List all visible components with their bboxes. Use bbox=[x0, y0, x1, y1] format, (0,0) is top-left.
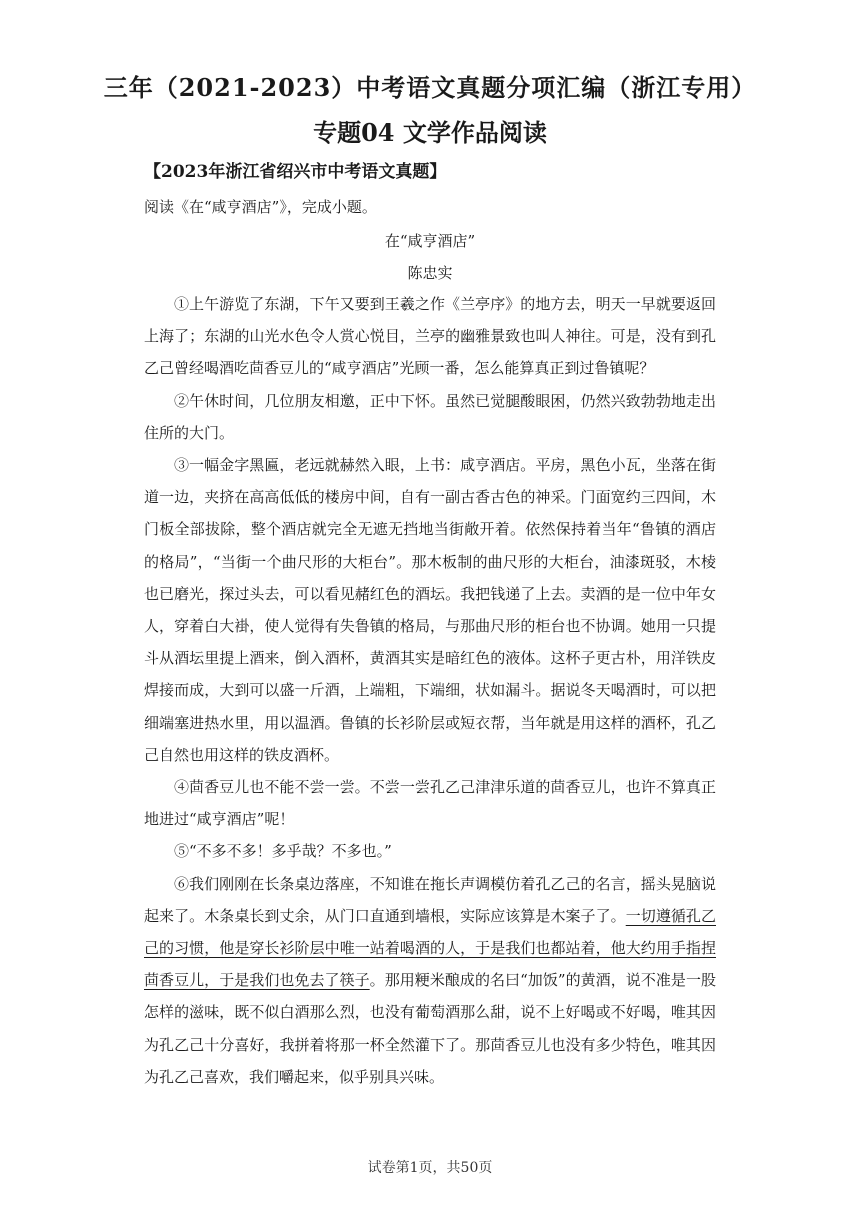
paragraph-4: ④茴香豆儿也不能不尝一尝。不尝一尝孔乙己津津乐道的茴香豆儿，也许不算真正地进过“咸亨酒店”呢！ bbox=[144, 778, 716, 829]
paragraph-5: ⑤“不多不多！多乎哉？不多也。” bbox=[174, 842, 392, 861]
paragraph-6-text-end: 。那用粳米酿成的名曰“加饭”的黄酒，说不准是一股怎样的滋味，既不似白酒那么烈，也没有葡萄酒那么甜，说不上好喝或不好喝，唯其因为孔乙己十分喜好，我拼着将那一杯全然灌下了。那茴香豆儿也没有多少特色，唯其因为孔乙己喜欢，我们嚼起来，似乎别具兴味。 bbox=[144, 971, 716, 1086]
article-author: 陈忠实 bbox=[407, 264, 453, 282]
article-title: 在“咸亨酒店” bbox=[384, 232, 476, 250]
section-heading: 【2023年浙江省绍兴市中考语文真题】 bbox=[144, 162, 447, 182]
paragraph-1: ①上午游览了东湖，下午又要到王羲之作《兰亭序》的地方去，明天一早就要返回上海了；东湖的山光水色令人赏心悦目，兰亭的幽雅景致也叫人神往。可是，没有到孔乙己曾经喝酒吃茴香豆儿的“咸亨酒店”光顾一番，怎么能算真正到过鲁镇呢？ bbox=[144, 295, 716, 378]
paragraph-3: ③一幅金字黑匾，老远就赫然入眼，上书：咸亨酒店。平房，黑色小瓦，坐落在街道一边，夹挤在高高低低的楼房中间，自有一副古香古色的神采。门面宽约三四间，木门板全部拔除，整个酒店就完全无遮无挡地当街敞开着。依然保持着当年“鲁镇的酒店的格局”，“当街一个曲尺形的大柜台”。那木板制的曲尺形的大柜台，油漆斑驳，木棱也已磨光，探过头去，可以看见赭红色的酒坛。我把钱递了上去。卖酒的是一位中年女人，穿着白大褂，使人觉得有失鲁镇的格局，与那曲尺形的柜台也不协调。她用一只提斗从酒坛里提上酒来，倒入酒杯，黄酒其实是暗红色的液体。这杯子更古朴，用洋铁皮焊接而成，大到可以盛一斤酒，上端粗，下端细，状如漏斗。据说冬天喝酒时，可以把细端塞进热水里，用以温酒。鲁镇的长衫阶层或短衣帮，当年就是用这样的酒杯，孔乙己自然也用这样的铁皮酒杯。 bbox=[144, 456, 716, 764]
underlined-sentence: 一切遵循孔乙己的习惯，他是穿长衫阶层中唯一站着喝酒的人，于是我们也都站着，他大约用手指捏茴香豆儿，于是我们也免去了筷子 bbox=[144, 906, 716, 990]
paragraph-6 bbox=[144, 868, 716, 1093]
document-title: 三年（2021-2023）中考语文真题分项汇编（浙江专用） bbox=[103, 73, 757, 102]
paragraph-2: ②午休时间，几位朋友相邀，正中下怀。虽然已觉腿酸眼困，仍然兴致勃勃地走出住所的大门。 bbox=[144, 391, 716, 442]
page-footer: 试卷第1页，共50页 bbox=[367, 1160, 493, 1176]
article-body bbox=[144, 288, 716, 1093]
document-subtitle: 专题04 文学作品阅读 bbox=[313, 118, 547, 147]
paragraph-6-text-start: ⑥我们刚刚在长条桌边落座，不知谁在拖长声调模仿着孔乙己的名言，摇头晃脑说起来了。木条桌长到丈余，从门口直通到墙根，实际应该算是木案子了。 bbox=[144, 874, 716, 925]
reading-instruction: 阅读《在“咸亨酒店”》，完成小题。 bbox=[144, 198, 377, 216]
